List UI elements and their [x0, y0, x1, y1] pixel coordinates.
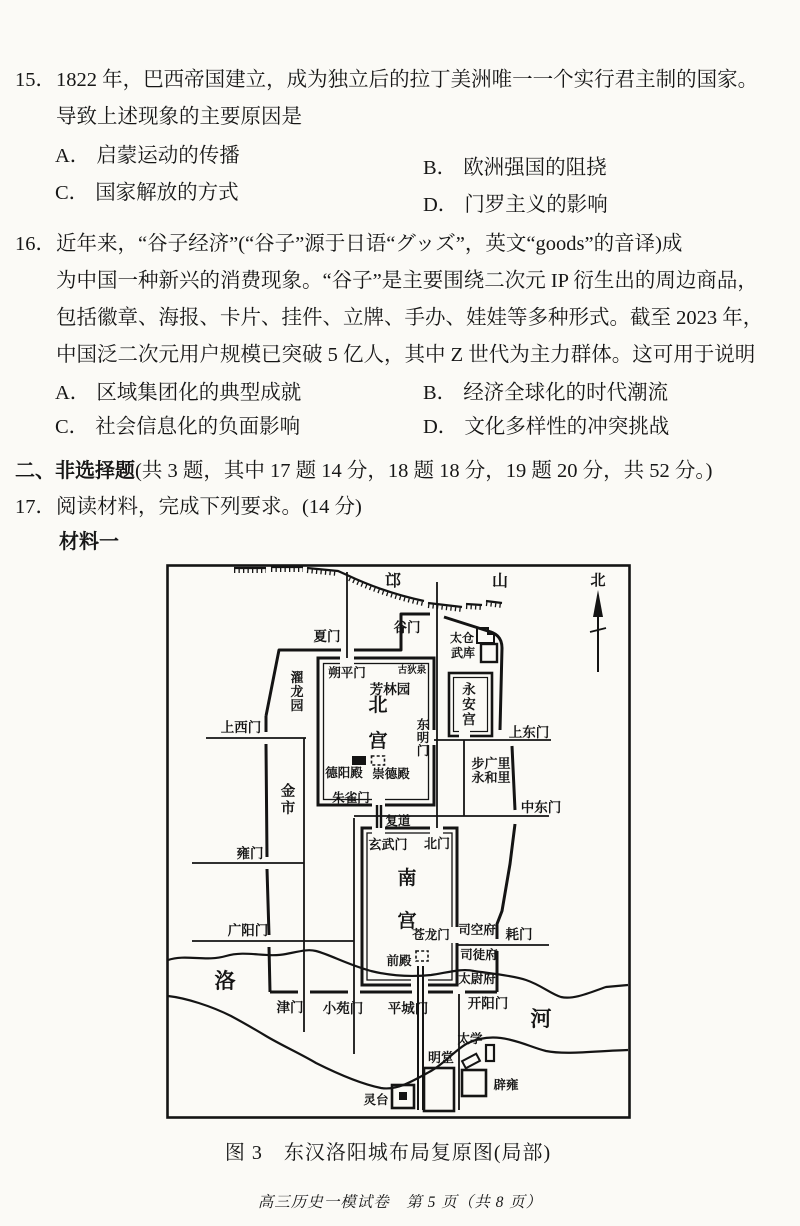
map-label-玄武门: 玄武门 — [368, 837, 408, 852]
question-15 — [15, 62, 786, 216]
map-label-古狄泉: 古狄泉 — [397, 666, 427, 676]
option-16-c-label: C． — [55, 416, 90, 438]
option-15-d-label: D． — [423, 194, 459, 216]
map-label-太尉府: 太尉府 — [458, 972, 496, 986]
front-hall-marker — [416, 951, 428, 961]
map-label-明堂: 明堂 — [427, 1050, 455, 1065]
map-label-永安宫: 永安宫 — [462, 682, 476, 727]
section-title: 二、非选择题 — [15, 460, 135, 482]
map-label-朱雀门: 朱雀门 — [332, 791, 370, 805]
option-16-c — [55, 410, 423, 444]
map-label-津门: 津门 — [276, 1000, 304, 1015]
option-15-a-text: 启蒙运动的传播 — [96, 145, 240, 167]
question-16 — [15, 226, 786, 444]
map-label-太学: 太学 — [457, 1032, 483, 1046]
option-15-d — [423, 187, 786, 224]
map-label-金市: 金市 — [280, 784, 296, 817]
figure-caption: 图 3 东汉洛阳城布局复原图(局部) — [224, 1142, 552, 1164]
map-label-东明门: 东明门 — [416, 718, 430, 758]
map-label-谷门: 谷门 — [393, 620, 421, 635]
question-16-text — [56, 226, 786, 374]
figure-map — [166, 564, 632, 1120]
map-label-广阳门: 广阳门 — [227, 923, 269, 938]
map-label-苍龙门: 苍龙门 — [412, 928, 450, 942]
map-label-北宫: 北宫 — [368, 695, 388, 752]
option-16-b-text: 经济全球化的时代潮流 — [463, 382, 669, 404]
question-15-number: 15． — [15, 69, 56, 91]
map-label-山: 山 — [491, 573, 509, 590]
map-label-洛: 洛 — [214, 969, 236, 993]
map-label-司空府: 司空府 — [458, 923, 496, 937]
question-15-line2: 导致上述现象的主要原因是 — [56, 106, 302, 128]
option-15-c-text: 国家解放的方式 — [95, 182, 239, 204]
north-arrow — [590, 590, 606, 672]
map-label-朔平门: 朔平门 — [328, 666, 366, 680]
map-label-雍门: 雍门 — [236, 846, 264, 861]
map-labels — [215, 571, 606, 1107]
map-label-北门: 北门 — [423, 836, 451, 851]
option-16-b-label: B． — [423, 382, 458, 404]
question-16-stem — [15, 226, 786, 374]
option-16-d-text: 文化多样性的冲突挑战 — [464, 416, 670, 438]
question-16-number: 16． — [15, 233, 56, 255]
material-one-label: 材料一 — [59, 531, 119, 553]
option-16-c-text: 社会信息化的负面影响 — [95, 416, 301, 438]
map-label-上东门: 上东门 — [508, 725, 550, 740]
option-16-b — [423, 376, 786, 410]
option-15-a — [55, 138, 423, 175]
map-label-中东门: 中东门 — [520, 800, 562, 815]
map-label-永和里: 永和里 — [471, 770, 511, 785]
mingtang-icon — [424, 1068, 454, 1111]
option-15-c-label: C． — [55, 182, 90, 204]
map-label-武库: 武库 — [450, 646, 476, 660]
map-label-前殿: 前殿 — [386, 954, 412, 968]
option-16-a — [55, 376, 423, 410]
question-15-line1: 1822 年，巴西帝国建立，成为独立后的拉丁美洲唯一一个实行君主制的国家。 — [56, 69, 759, 91]
map-label-开阳门: 开阳门 — [467, 996, 509, 1011]
question-16-options — [15, 376, 786, 444]
map-label-上西门: 上西门 — [220, 720, 262, 735]
map-label-崇德殿: 崇德殿 — [372, 767, 410, 781]
question-16-line3: 包括徽章、海报、卡片、挂件、立牌、手办、娃娃等多种形式。截至 2023 年， — [56, 307, 764, 329]
question-16-line1: 近年来，“谷子经济”(“谷子”源于日语“グッズ”，英文“goods”的音译)成 — [56, 233, 683, 255]
gate-yongan-south — [459, 726, 470, 739]
question-17-text: 阅读材料，完成下列要求。(14 分) — [56, 496, 362, 518]
question-15-stem — [15, 62, 786, 136]
question-17 — [15, 490, 786, 524]
map-label-耗门: 耗门 — [505, 927, 533, 942]
question-17-number: 17． — [15, 496, 56, 518]
option-16-a-label: A． — [55, 382, 91, 404]
chongde-hall-marker — [372, 756, 385, 765]
question-16-line2: 为中国一种新兴的消费现象。“谷子”是主要围绕二次元 IP 衍生出的周边商品， — [56, 270, 758, 292]
section-header — [15, 454, 786, 488]
gate-xuanwumen — [372, 822, 385, 836]
wuku-icon — [481, 644, 497, 662]
map-label-芳林园: 芳林园 — [369, 682, 411, 697]
map-label-太仓: 太仓 — [449, 631, 475, 645]
taixue-icon-2 — [462, 1054, 480, 1069]
option-15-b-label: B． — [423, 157, 458, 179]
option-15-b-text: 欧洲强国的阻挠 — [463, 157, 607, 179]
question-15-options — [15, 138, 786, 216]
option-15-a-label: A． — [55, 145, 91, 167]
taixue-icon — [486, 1045, 494, 1061]
map-label-复道: 复道 — [385, 814, 411, 828]
map-label-灵台: 灵台 — [363, 1093, 389, 1107]
map-label-德阳殿: 德阳殿 — [325, 766, 363, 780]
map-label-濯龙园: 濯龙园 — [290, 670, 304, 713]
page-footer: 高三历史一模试卷 第 5 页（共 8 页） — [257, 1194, 543, 1211]
map-label-辟雍: 辟雍 — [493, 1078, 519, 1092]
biyong-icon — [462, 1070, 486, 1096]
option-15-b — [423, 150, 786, 187]
gate-zhuquemen — [372, 793, 385, 807]
map-label-夏门: 夏门 — [313, 629, 341, 644]
option-15-d-text: 门罗主义的影响 — [464, 194, 608, 216]
map-label-司徒府: 司徒府 — [460, 948, 498, 962]
map-label-步广里: 步广里 — [471, 756, 511, 771]
deyang-hall-marker — [352, 756, 366, 765]
option-16-d — [423, 410, 786, 444]
map-label-小苑门: 小苑门 — [322, 1001, 364, 1016]
map-label-河: 河 — [530, 1007, 552, 1031]
question-16-line4: 中国泛二次元用户规模已突破 5 亿人，其中 Z 世代为主力群体。这可用于说明 — [56, 344, 756, 366]
section-note: (共 3 题，其中 17 题 14 分，18 题 18 分，19 题 20 分，共 52 分。) — [135, 460, 713, 482]
map-label-邙: 邙 — [384, 573, 402, 590]
mountain-ridge — [234, 567, 502, 610]
map-label-南宫: 南宫 — [397, 868, 417, 932]
map-label-平城门: 平城门 — [387, 1001, 429, 1016]
option-16-a-text: 区域集团化的典型成就 — [96, 382, 302, 404]
luoyang-map — [166, 564, 632, 1120]
option-15-c — [55, 175, 423, 212]
map-label-北: 北 — [590, 573, 606, 589]
question-15-text — [56, 62, 786, 136]
option-16-d-label: D． — [423, 416, 459, 438]
